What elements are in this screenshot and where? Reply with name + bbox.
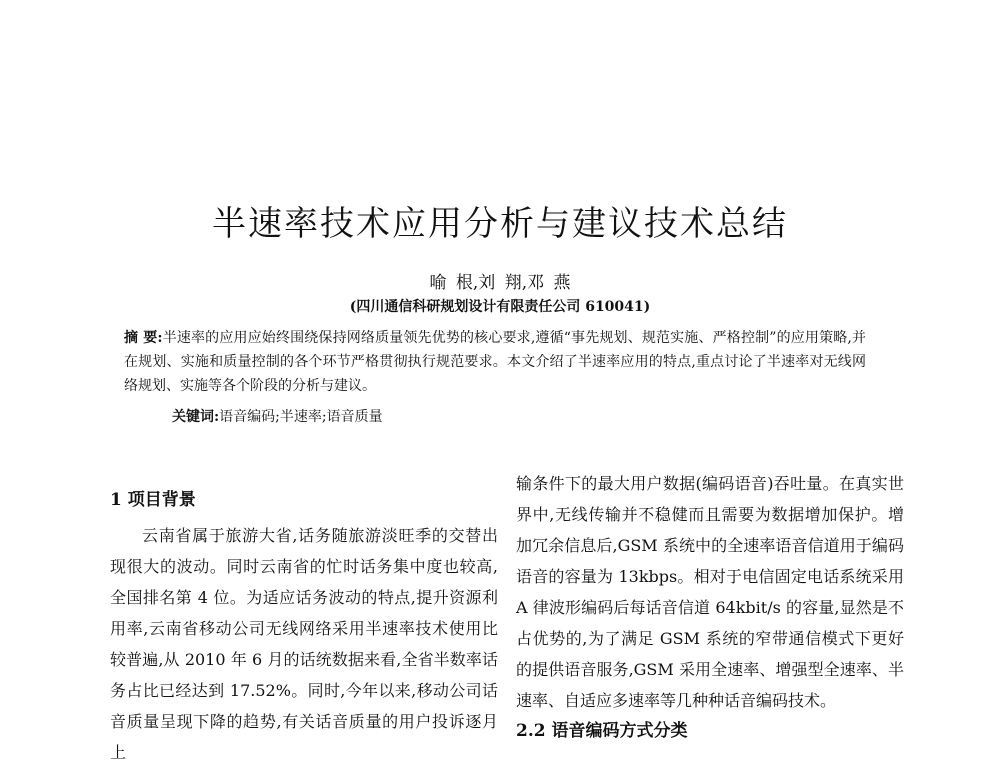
left-column — [110, 468, 498, 768]
paper-title: 半速率技术应用分析与建议技术总结 — [212, 204, 788, 244]
keywords-label: 关键词: — [172, 409, 220, 425]
abstract-text: 半速率的应用应始终围绕保持网络质量领先优势的核心要求,遵循“事先规划、规范实施、严格控制”的应用策略,并在规划、实施和质量控制的各个环节严格贯彻执行规范要求。本文介绍了半速率应用的特点,重点讨论了半速率对无线网络规划、实施等各个阶段的分析与建议。 — [124, 330, 867, 394]
abstract-label: 摘 要: — [124, 330, 163, 346]
keywords-text: 语音编码;半速率;语音质量 — [219, 409, 383, 425]
section-2-2-heading: 2.2 语音编码方式分类 — [516, 721, 688, 741]
section-2-1-paragraph: 输条件下的最大用户数据(编码语音)吞吐量。在真实世界中,无线传输并不稳健而且需要为数据增加保护。增加冗余信息后,GSM 系统中的全速率语音信道用于编码语音的容量为 13kbps。相对于电信固定电话系统采用 A 律波形编码后每话音信道 64kbit/s 的容量,显然是不占优势的,为了满足 GSM 系统的窄带通信模式下更好的提供语音服务,GSM 采用全速率、增强型全速率、半速率、自适应多速率等几种种话音编码技术。 — [516, 474, 904, 710]
section-1-heading: 1 项目背景 — [110, 490, 196, 510]
right-column — [516, 468, 904, 747]
section-1-paragraph: 云南省属于旅游大省,话务随旅游淡旺季的交替出现很大的波动。同时云南省的忙时话务集中度也较高,全国排名第 4 位。为适应话务波动的特点,提升资源利用率,云南省移动公司无线网络采用半速率技术使用比较普遍,从 2010 年 6 月的话统数据来看,全省半数率话务占比已经达到 17.52%。同时,今年以来,移动公司话音质量呈现下降的趋势,有关话音质量的用户投诉逐月上 — [110, 526, 498, 762]
abstract — [124, 326, 866, 398]
authors: 喻 根,刘 翔,邓 燕 — [429, 273, 571, 293]
affiliation: (四川通信科研规划设计有限责任公司 610041) — [349, 299, 651, 315]
keywords — [172, 405, 866, 429]
